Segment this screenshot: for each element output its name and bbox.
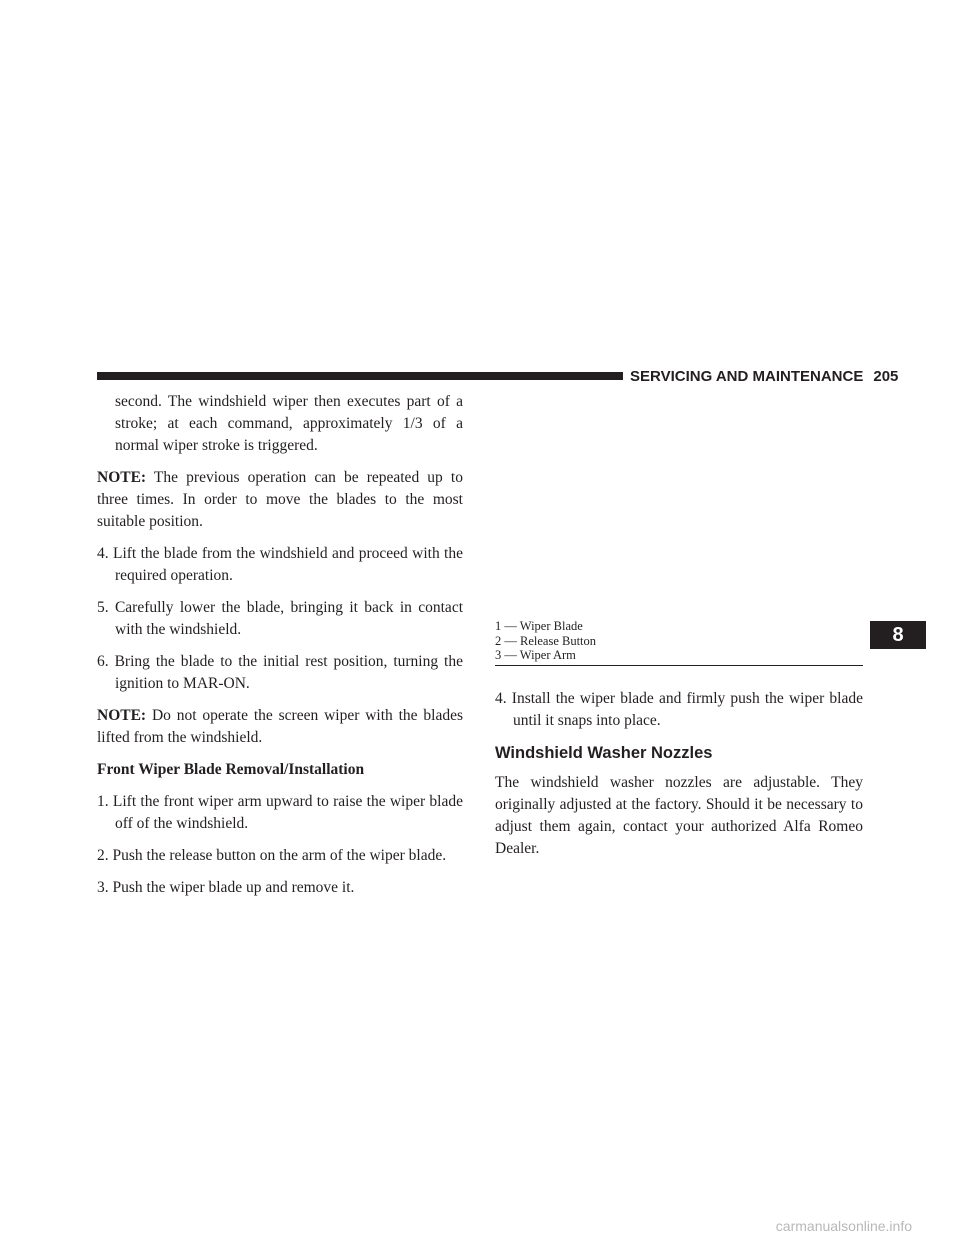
note-paragraph-1	[97, 467, 463, 533]
header-rule	[97, 372, 623, 380]
removal-step-item: 2. Push the release button on the arm of the wiper blade.	[97, 847, 447, 864]
step-item: 5. Carefully lower the blade, bringing it back in contact with the windshield.	[97, 599, 463, 638]
removal-step-item: 3. Push the wiper blade up and remove it.	[97, 879, 355, 896]
step-item: 4. Lift the blade from the windshield and proceed with the required operation.	[97, 545, 463, 584]
note-label: NOTE:	[97, 707, 147, 724]
legend-item: 3 — Wiper Arm	[495, 648, 576, 662]
note-label: NOTE:	[97, 469, 147, 486]
step-item: 6. Bring the blade to the initial rest position, turning the ignition to MAR-ON.	[97, 653, 463, 692]
page-number: 205	[873, 368, 899, 385]
figure-legend	[495, 619, 863, 666]
legend-item: 2 — Release Button	[495, 633, 597, 648]
running-header	[630, 368, 898, 386]
note-text: Do not operate the screen wiper with the blades lifted from the windshield.	[97, 707, 463, 746]
note-paragraph-2	[97, 705, 463, 749]
washer-paragraph: The windshield washer nozzles are adjustable. They originally adjusted at the factory. Should it be necessary to adjust them again, contact your authorized Alfa Romeo Dealer.	[495, 774, 863, 857]
install-step-item: 4. Install the wiper blade and firmly push the wiper blade until it snaps into place.	[495, 690, 863, 729]
subheading: Front Wiper Blade Removal/Installation	[97, 761, 365, 778]
section-title: SERVICING AND MAINTENANCE	[630, 368, 864, 385]
section-heading-washer: Windshield Washer Nozzles	[495, 744, 713, 762]
watermark: carmanualsonline.info	[775, 1218, 912, 1234]
removal-step-item: 1. Lift the front wiper arm upward to raise the wiper blade off of the windshield.	[97, 793, 463, 832]
chapter-tab: 8	[870, 621, 926, 649]
legend-item: 1 — Wiper Blade	[495, 619, 583, 633]
note-text: The previous operation can be repeated up to three times. In order to move the blades to the most suitable position.	[97, 469, 463, 530]
continuation-paragraph: second. The windshield wiper then executes part of a stroke; at each command, approximately 1/3 of a normal wiper stroke is triggered.	[115, 393, 463, 454]
left-column	[97, 391, 463, 909]
right-column	[495, 688, 863, 870]
